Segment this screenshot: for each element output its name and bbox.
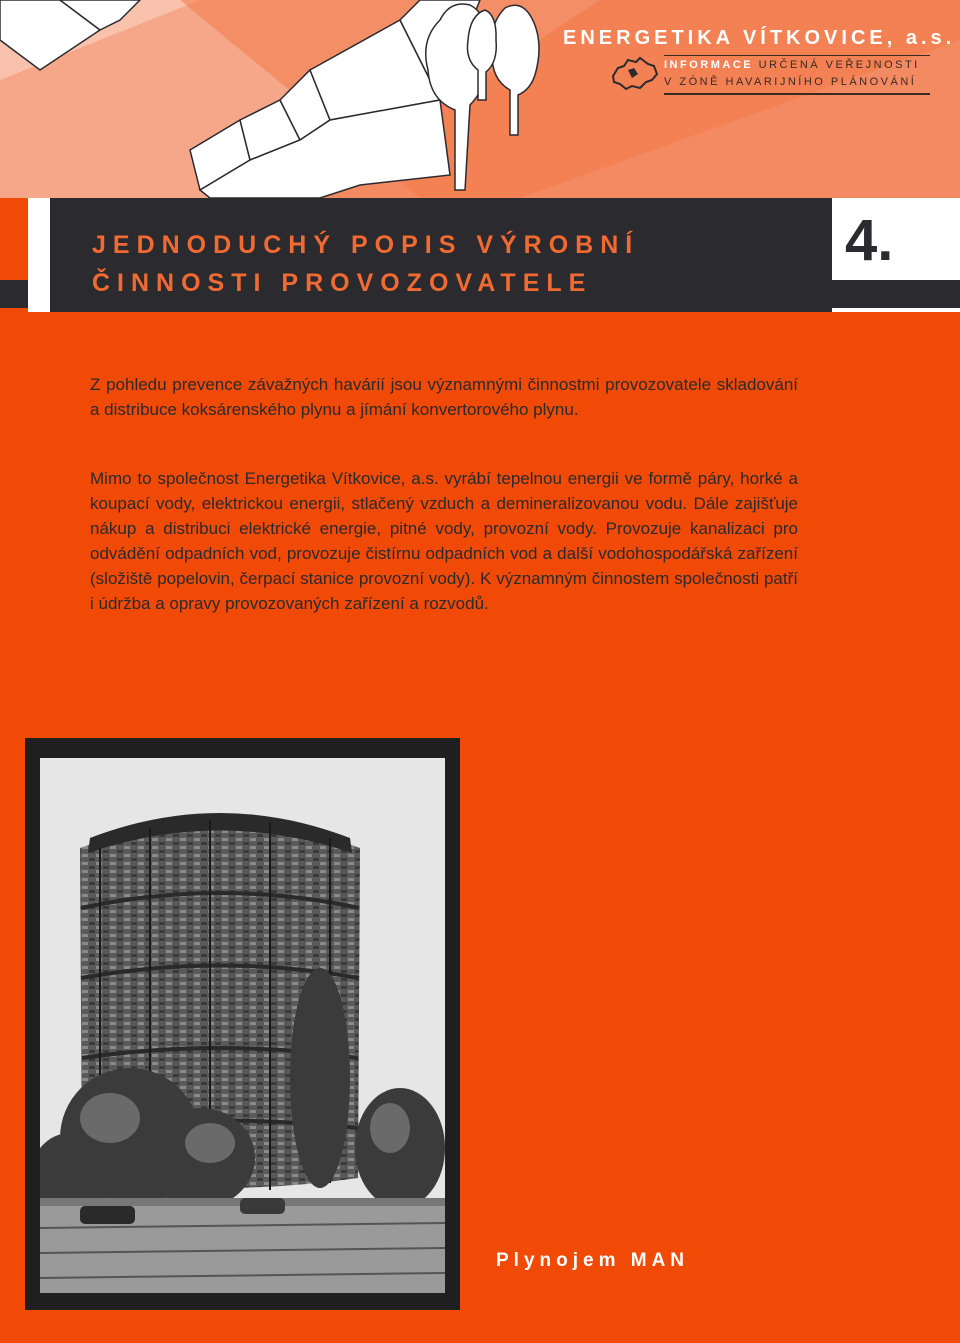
section-number: 4. [845,208,894,273]
section-title-band [0,198,960,312]
info-bottom-rule [664,93,930,95]
title-white-strip [28,198,50,312]
info-line-1 [664,59,920,71]
company-name: ENERGETIKA VÍTKOVICE, a.s. [563,27,956,49]
title-right-accent [832,280,960,308]
section-title-line-1: JEDNODUCHÝ POPIS VÝROBNÍ [92,231,640,259]
info-top-rule [664,55,930,56]
gas-holder-photo [40,758,445,1293]
paragraph-1: Z pohledu prevence závažných havárií jsou významnými činnostmi provozovatele skladování a distribuce koksárenského plynu a jímání konvertorového plynu. [90,375,798,419]
paragraph-2: Mimo to společnost Energetika Vítkovice, a.s. vyrábí tepelnou energii ve formě páry, horké a koupací vody, elektrickou energii, stlačený vzduch a demineralizovanou vodu. Dále zajišťuje nákup a distribuci elektrické energie, pitné vody, provozní vody. Provozuje kanalizaci pro odvádění odpadních vod, provozuje čistírnu odpadních vod a další vodohospodářská zařízení (složiště popelovin, čerpací stanice provozní vody). K významným činnostem společnosti patří i údržba a opravy provozovaných zařízení a rozvodů. [90,469,798,613]
info-block [610,54,930,96]
info-line-2: V ZÓNĚ HAVARIJNÍHO PLÁNOVÁNÍ [664,76,917,88]
info-highlight: INFORMACE [664,59,754,71]
title-left-accent [0,280,28,308]
section-title-line-2: ČINNOSTI PROVOZOVATELE [92,269,593,297]
info-rest: URČENÁ VEŘEJNOSTI [753,59,920,71]
section-title [92,226,639,302]
czech-map-icon [610,56,660,92]
photo-caption: Plynojem MAN [496,1250,690,1271]
photo-frame [25,738,460,1310]
